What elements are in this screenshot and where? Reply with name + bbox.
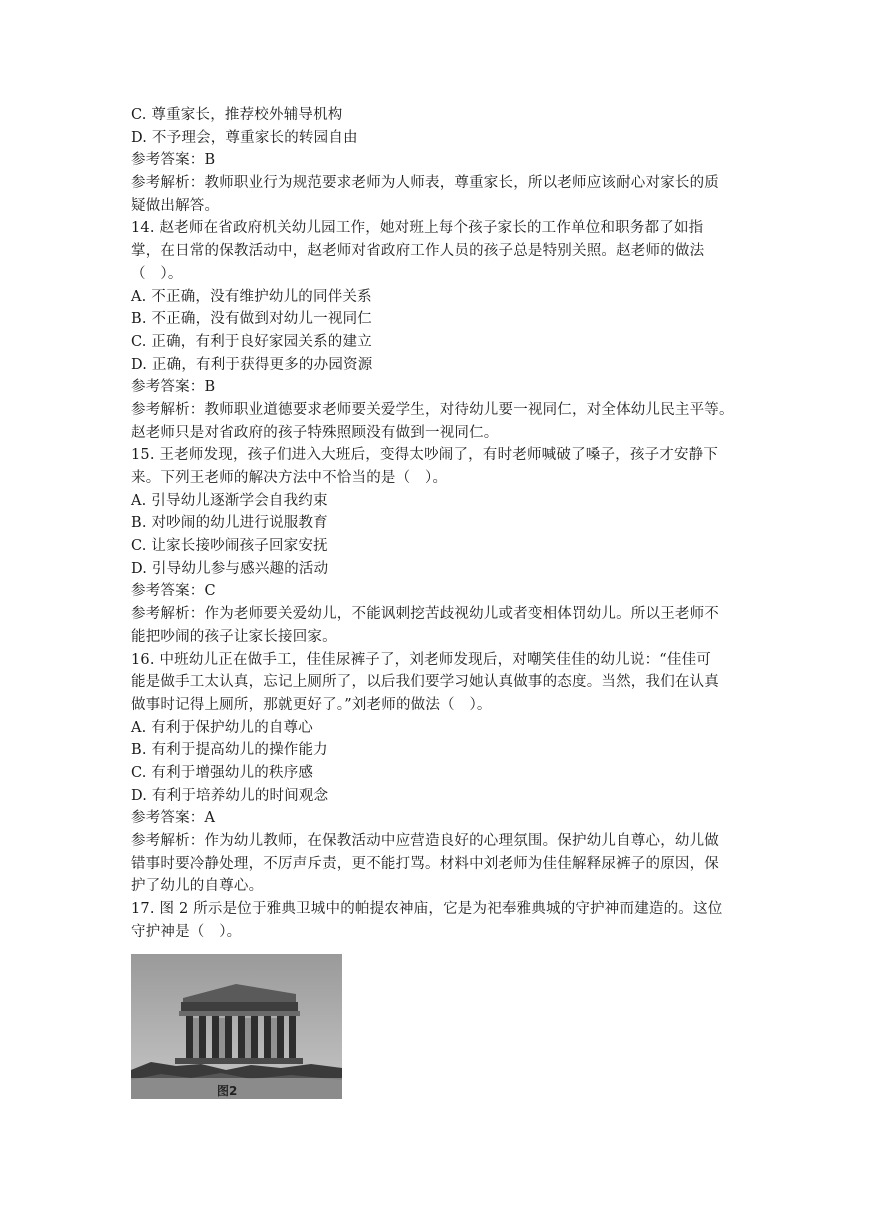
text-line: D. 不予理会，尊重家长的转园自由 <box>131 129 358 146</box>
text-line: D. 引导幼儿参与感兴趣的活动 <box>131 560 329 577</box>
text-line: 参考答案：B <box>131 379 216 396</box>
document-text <box>131 104 741 943</box>
parthenon-photo <box>131 954 342 1099</box>
text-line: 错事时要冷静处理，不厉声斥责，更不能打骂。材料中刘老师为佳佳解释尿裤子的原因，保 <box>131 855 719 872</box>
text-line: 来。下列王老师的解决方法中不恰当的是（ ）。 <box>131 470 448 486</box>
text-line: 参考答案：C <box>131 583 216 600</box>
text-line: 14. 赵老师在省政府机关幼儿园工作，她对班上每个孩子家长的工作单位和职务都了如指 <box>131 220 704 237</box>
text-line: 参考解析：作为幼儿教师，在保教活动中应营造良好的心理氛围。保护幼儿自尊心，幼儿做 <box>131 833 719 849</box>
text-line: C. 有利于增强幼儿的秩序感 <box>131 764 314 781</box>
text-line: 疑做出解答。 <box>131 197 220 214</box>
text-line: C. 让家长接吵闹孩子回家安抚 <box>131 538 328 555</box>
text-line: 守护神是（ ）。 <box>131 923 242 940</box>
text-line: （ ）。 <box>131 265 183 282</box>
parthenon-illustration <box>131 954 342 1099</box>
text-line: A. 有利于保护幼儿的自尊心 <box>131 719 313 736</box>
text-line: 参考答案：B <box>131 152 216 169</box>
text-line: B. 对吵闹的幼儿进行说服教育 <box>131 515 328 532</box>
text-line: C. 正确，有利于良好家园关系的建立 <box>131 333 372 350</box>
text-line: B. 有利于提高幼儿的操作能力 <box>131 742 328 759</box>
text-line: A. 引导幼儿逐渐学会自我约束 <box>131 492 328 509</box>
text-line: A. 不正确，没有维护幼儿的同伴关系 <box>131 288 372 305</box>
text-line: 护了幼儿的自尊心。 <box>131 878 264 895</box>
text-line: B. 不正确，没有做到对幼儿一视同仁 <box>131 311 372 328</box>
text-line: 17. 图 2 所示是位于雅典卫城中的帕提农神庙，它是为祀奉雅典城的守护神而建造的。这位 <box>131 901 723 918</box>
text-line: 能是做手工太认真，忘记上厕所了，以后我们要学习她认真做事的态度。当然，我们在认真 <box>131 674 719 691</box>
text-line: 参考答案：A <box>131 810 216 827</box>
text-line: C. 尊重家长，推荐校外辅导机构 <box>131 107 343 123</box>
text-line: 参考解析：教师职业行为规范要求老师为人师表，尊重家长，所以老师应该耐心对家长的质 <box>131 175 719 192</box>
text-line: D. 有利于培养幼儿的时间观念 <box>131 787 329 804</box>
text-line: 参考解析：作为老师要关爱幼儿，不能讽刺挖苦歧视幼儿或者变相体罚幼儿。所以王老师不 <box>131 606 719 623</box>
text-line: 能把吵闹的孩子让家长接回家。 <box>131 628 337 645</box>
text-line: 赵老师只是对省政府的孩子特殊照顾没有做到一视同仁。 <box>131 424 499 441</box>
text-line: 参考解析：教师职业道德要求老师要关爱学生，对待幼儿要一视同仁，对全体幼儿民主平等。 <box>131 401 734 418</box>
text-line: 16. 中班幼儿正在做手工，佳佳尿裤子了，刘老师发现后，对嘲笑佳佳的幼儿说：“佳佳可 <box>131 651 711 668</box>
figure-caption: 图2 <box>217 1084 238 1098</box>
text-line: D. 正确，有利于获得更多的办园资源 <box>131 356 373 373</box>
text-line: 15. 王老师发现，孩子们进入大班后，变得太吵闹了，有时老师喊破了嗓子，孩子才安静下 <box>131 447 719 464</box>
text-line: 掌，在日常的保教活动中，赵老师对省政府工作人员的孩子总是特别关照。赵老师的做法 <box>131 243 705 260</box>
text-line: 做事时记得上厕所，那就更好了。”刘老师的做法（ ）。 <box>131 696 492 713</box>
